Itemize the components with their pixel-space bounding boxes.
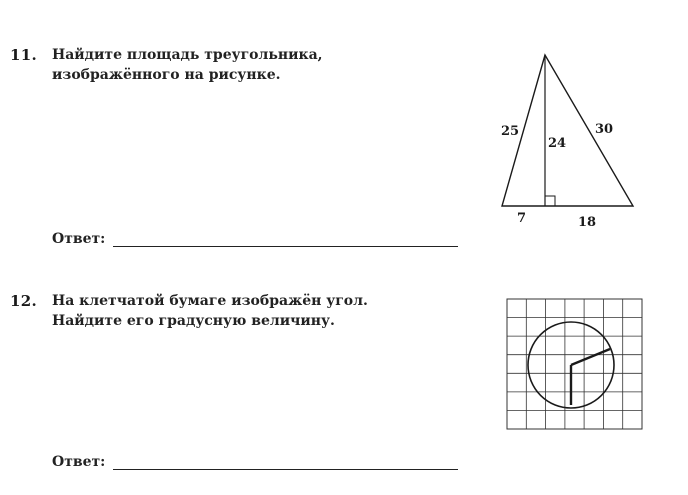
problem-12-answer-field[interactable] (113, 469, 458, 470)
label-base-right: 18 (578, 215, 597, 230)
angle-ray-right (571, 349, 610, 365)
label-height: 24 (548, 136, 567, 151)
problem-11-text-line-2: изображённого на рисунке. (52, 67, 281, 83)
triangle-outline (502, 55, 633, 206)
problem-11-answer-field[interactable] (113, 246, 458, 247)
problem-12-text (52, 291, 368, 331)
problem-12-text-line-1: На клетчатой бумаге изображён угол. (52, 293, 368, 309)
problem-12-answer-label: Ответ: (52, 454, 106, 470)
label-right-side: 30 (595, 122, 614, 137)
problem-11-answer-label: Ответ: (52, 231, 106, 247)
label-base-left: 7 (517, 211, 527, 226)
grid-angle-figure (502, 294, 652, 434)
problem-11-number: 11. (10, 46, 37, 64)
problem-12-number: 12. (10, 292, 37, 310)
problem-11-text (52, 45, 323, 85)
problem-12-text-line-2: Найдите его градусную величину. (52, 313, 335, 329)
label-left-side: 25 (501, 124, 520, 139)
problem-11-text-line-1: Найдите площадь треугольника, (52, 47, 323, 63)
triangle-figure (495, 48, 655, 238)
right-angle-mark (545, 196, 555, 206)
